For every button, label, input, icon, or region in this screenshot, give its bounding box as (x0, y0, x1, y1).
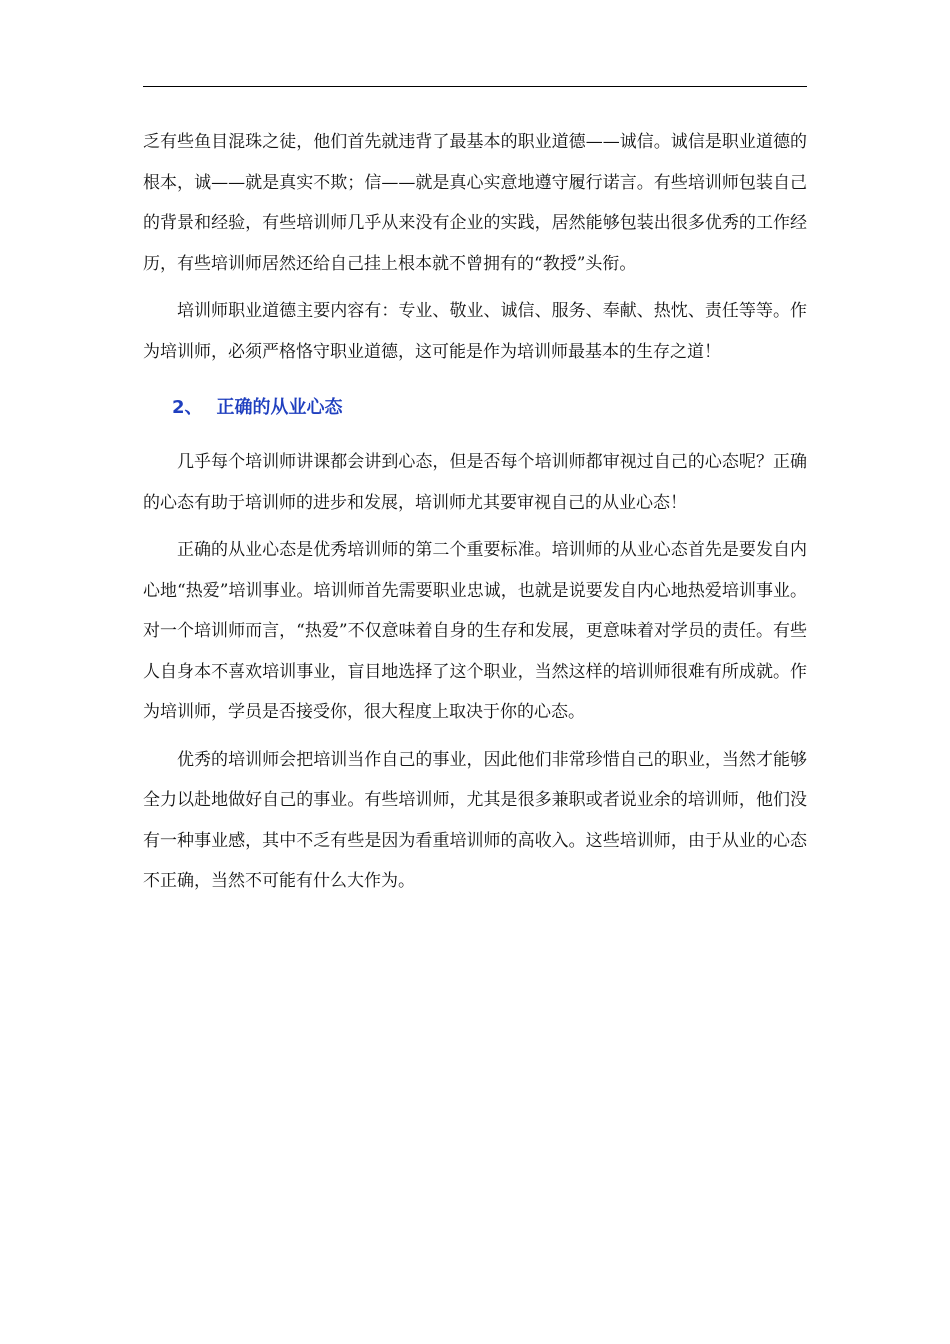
paragraph-mindset-career: 优秀的培训师会把培训当作自己的事业，因此他们非常珍惜自己的职业，当然才能够全力以赴地做好自己的事业。有些培训师，尤其是很多兼职或者说业余的培训师，他们没有一种事业感，其中不乏有些是因为看重培训师的高收入。这些培训师，由于从业的心态不正确，当然不可能有什么大作为。 (143, 749, 807, 891)
section-number: 2、 (172, 397, 203, 418)
paragraph-ethics-contents: 培训师职业道德主要内容有：专业、敬业、诚信、服务、奉献、热忱、责任等等。作为培训师，必须严格恪守职业道德，这可能是作为培训师最基本的生存之道！ (143, 301, 807, 362)
section-heading (143, 395, 807, 421)
paragraph-continued: 乏有些鱼目混珠之徒，他们首先就违背了最基本的职业道德——诚信。诚信是职业道德的根本，诚——就是真实不欺；信——就是真心实意地遵守履行诺言。有些培训师包装自己的背景和经验，有些培训师几乎从来没有企业的实践，居然能够包装出很多优秀的工作经历，有些培训师居然还给自己挂上根本就不曾拥有的“教授”头衔。 (143, 132, 807, 274)
document-body (143, 122, 807, 902)
header-rule (143, 86, 807, 87)
paragraph-mindset-intro: 几乎每个培训师讲课都会讲到心态，但是否每个培训师都审视过自己的心态呢？正确的心态有助于培训师的进步和发展，培训师尤其要审视自己的从业心态！ (143, 452, 807, 513)
section-title: 正确的从业心态 (216, 397, 343, 418)
paragraph-mindset-standard: 正确的从业心态是优秀培训师的第二个重要标准。培训师的从业心态首先是要发自内心地“热爱”培训事业。培训师首先需要职业忠诚，也就是说要发自内心地热爱培训事业。对一个培训师而言，“热爱”不仅意味着自身的生存和发展，更意味着对学员的责任。有些人自身本不喜欢培训事业，盲目地选择了这个职业，当然这样的培训师很难有所成就。作为培训师，学员是否接受你，很大程度上取决于你的心态。 (143, 540, 807, 722)
